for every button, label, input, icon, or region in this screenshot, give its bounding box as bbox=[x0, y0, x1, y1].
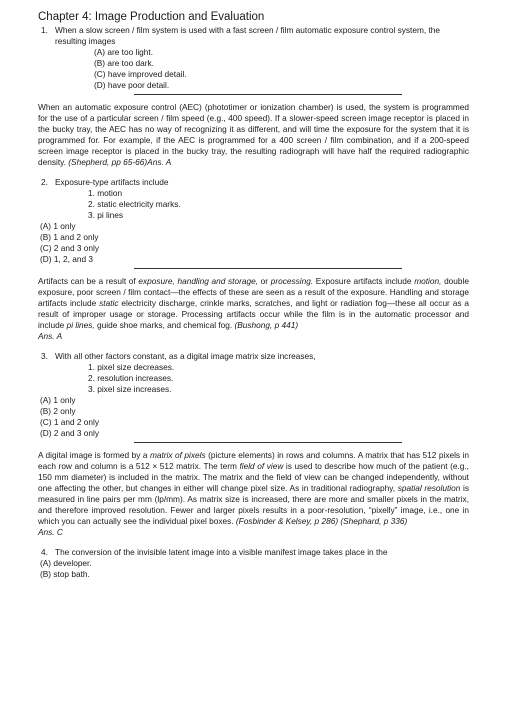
reference: (Fosbinder & Kelsey, p 286) (Shephard, p 336) bbox=[235, 516, 408, 526]
emphasis: processing. bbox=[270, 276, 314, 286]
reference: (Shepherd, pp 65-66) bbox=[68, 157, 148, 167]
option-c: (C) 2 and 3 only bbox=[40, 243, 100, 253]
answer-key: Ans. C bbox=[38, 527, 63, 537]
emphasis: pi lines, bbox=[66, 320, 95, 330]
answer-key: Ans. A bbox=[38, 331, 63, 341]
option-a: (A) 1 only bbox=[40, 395, 76, 405]
option-b: (B) 2 only bbox=[40, 406, 76, 416]
option-b: (B) are too dark. bbox=[94, 58, 154, 68]
item-3: 3. pixel size increases. bbox=[88, 384, 172, 394]
emphasis: static bbox=[99, 298, 119, 308]
emphasis: spatial resolution bbox=[397, 483, 461, 493]
explanation-text: is measured in line pairs per mm (lp/mm). As matrix size is increased, there are more and smaller pixels in the matrix, and therefore improved resolution. Fewer and larger pixels results in a poor-resolution, “pixelly” image, i.e., one in which you can actually see the individual pixel boxes. bbox=[38, 483, 469, 526]
option-c: (C) have improved detail. bbox=[94, 69, 187, 79]
answer-options bbox=[38, 558, 469, 580]
item-1: 1. motion bbox=[88, 188, 123, 198]
emphasis: motion, bbox=[414, 276, 442, 286]
option-d: (D) 2 and 3 only bbox=[40, 428, 100, 438]
item-3: 3. pi lines bbox=[88, 210, 124, 220]
explanation-text: double exposure, poor screen / film contact—the effects of these are seen as a result of the exposure. Handling and storage artifacts include bbox=[38, 276, 469, 308]
option-a: (A) 1 only bbox=[40, 221, 76, 231]
divider-rule bbox=[134, 268, 402, 269]
reference: (Bushong, p 441) bbox=[234, 320, 299, 330]
question-stem: The conversion of the invisible latent image into a visible manifest image takes place in the bbox=[55, 547, 388, 557]
emphasis: exposure, handling and storage, bbox=[138, 276, 258, 286]
explanation-text: Artifacts can be a result of bbox=[38, 276, 139, 286]
question-stem: With all other factors constant, as a digital image matrix size increases, bbox=[55, 351, 316, 361]
question-1 bbox=[38, 25, 469, 91]
numbered-items bbox=[55, 362, 469, 395]
option-d: (D) 1, 2, and 3 bbox=[40, 254, 94, 264]
item-2: 2. resolution increases. bbox=[88, 373, 174, 383]
explanation-3 bbox=[38, 450, 469, 538]
question-stem: When a slow screen / film system is used with a fast screen / film automatic exposure control system, the resulting images bbox=[55, 25, 441, 46]
option-b: (B) stop bath. bbox=[40, 569, 90, 579]
option-a: (A) are too light. bbox=[94, 47, 154, 57]
spacer bbox=[38, 538, 469, 547]
numbered-items bbox=[55, 188, 469, 221]
explanation-text: A digital image is formed by a bbox=[38, 450, 150, 460]
answer-options bbox=[38, 221, 469, 265]
spacer bbox=[38, 342, 469, 351]
question-2 bbox=[38, 177, 469, 221]
question-3 bbox=[38, 351, 469, 395]
explanation-text: is used to describe how much of the patient (e.g., 150 mm diameter) is included in the matrix. The matrix and the field of view can be changed independently, without one affecting the other, but changes in either will change pixel size. As in traditional radiography, bbox=[38, 461, 469, 493]
option-d: (D) have poor detail. bbox=[94, 80, 170, 90]
explanation-1 bbox=[38, 102, 469, 168]
option-b: (B) 1 and 2 only bbox=[40, 232, 99, 242]
question-number: 2. bbox=[41, 177, 48, 187]
divider-rule bbox=[134, 442, 402, 443]
explanation-text: electricity discharge, crinkle marks, scratches, and light or radiation fog—these all occur as a result of improper usage or storage. Processing artifacts occur while the film is in the automatic processor and include bbox=[38, 298, 469, 330]
question-number: 4. bbox=[41, 547, 48, 557]
option-a: (A) developer. bbox=[40, 558, 92, 568]
explanation-2 bbox=[38, 276, 469, 342]
answer-options bbox=[38, 395, 469, 439]
question-number: 3. bbox=[41, 351, 48, 361]
emphasis: matrix of pixels bbox=[149, 450, 206, 460]
item-1: 1. pixel size decreases. bbox=[88, 362, 175, 372]
explanation-text: guide shoe marks, and chemical fog. bbox=[94, 320, 235, 330]
item-2: 2. static electricity marks. bbox=[88, 199, 181, 209]
question-stem: Exposure-type artifacts include bbox=[55, 177, 169, 187]
answer-options bbox=[55, 47, 469, 91]
divider-rule bbox=[134, 94, 402, 95]
question-number: 1. bbox=[41, 25, 48, 35]
chapter-title: Chapter 4: Image Production and Evaluation bbox=[38, 11, 265, 23]
question-4 bbox=[38, 547, 469, 558]
spacer bbox=[38, 168, 469, 177]
explanation-text: or bbox=[258, 276, 271, 286]
explanation-text: When an automatic exposure control (AEC) (phototimer or ionization chamber) is used, the system is programmed for the use of a particular screen / film speed (e.g., 400 speed). If a slower-speed screen image receptor is placed in the bucky tray, the AEC has no way of recognizing it as different, and will time the exposure for the system that it is programmed for. For example, if the AEC is programmed for a 400 screen / film combination, and if a 200-speed screen image receptor is placed in the bucky tray, the resulting radiograph will have half the required radiographic density. bbox=[38, 102, 469, 167]
explanation-text: Exposure artifacts include bbox=[313, 276, 415, 286]
emphasis: field of view bbox=[239, 461, 284, 471]
answer-key: Ans. A bbox=[147, 157, 172, 167]
explanation-text: (picture elements) in rows and columns. A matrix that has 512 pixels in each row and column is a 512 × 512 matrix. The term bbox=[38, 450, 470, 471]
option-c: (C) 1 and 2 only bbox=[40, 417, 100, 427]
